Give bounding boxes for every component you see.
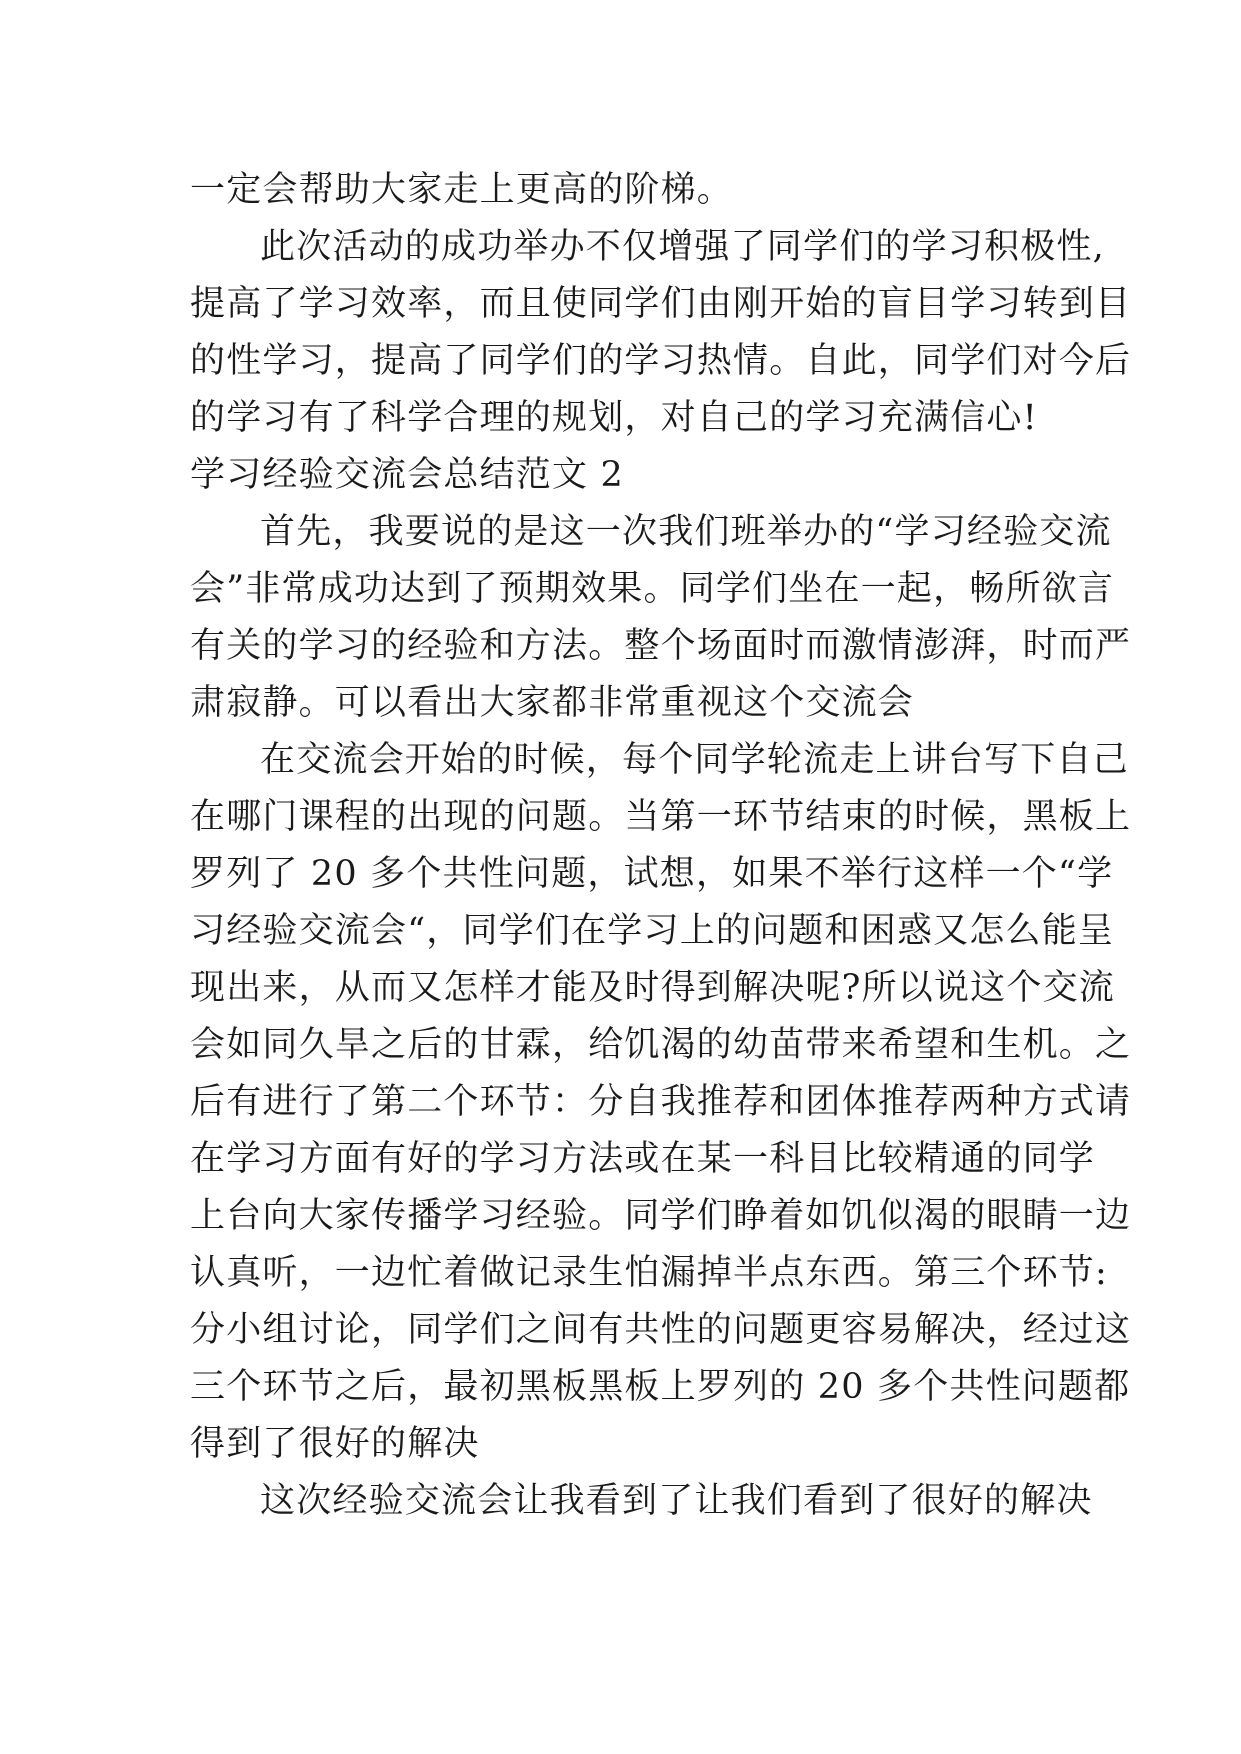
- text-line: 首先，我要说的是这一次我们班举办的“学习经验交流: [260, 512, 1112, 552]
- text-line: 的性学习，提高了同学们的学习热情。自此，同学们对今后: [190, 341, 1132, 381]
- text-line: 三个环节之后，最初黑板黑板上罗列的 20 多个共性问题都: [190, 1367, 1131, 1407]
- text-line: 得到了很好的解决: [190, 1424, 480, 1464]
- text-line: 分小组讨论，同学们之间有共性的问题更容易解决，经过这: [190, 1310, 1132, 1350]
- text-line: 会”非常成功达到了预期效果。同学们坐在一起，畅所欲言: [190, 569, 1115, 609]
- text-line: 上台向大家传播学习经验。同学们睁着如饥似渴的眼睛一边: [190, 1196, 1132, 1236]
- text-line: 的学习有了科学合理的规划，对自己的学习充满信心!: [190, 398, 1038, 438]
- text-line: 罗列了 20 多个共性问题，试想，如果不举行这样一个“学: [190, 854, 1114, 894]
- paragraph-2: [190, 219, 1132, 447]
- text-line: 习经验交流会“，同学们在学习上的问题和困惑又怎么能呈: [190, 911, 1115, 951]
- text-line: 此次活动的成功举办不仅增强了同学们的学习积极性,: [260, 227, 1105, 267]
- section-heading: [190, 447, 1060, 504]
- paragraph-3: [190, 504, 1132, 732]
- text-line: 一定会帮助大家走上更高的阶梯。: [190, 170, 734, 210]
- text-line: 在学习方面有好的学习方法或在某一科目比较精通的同学: [190, 1139, 1096, 1179]
- text-line: 会如同久旱之后的甘霖，给饥渴的幼苗带来希望和生机。之: [190, 1025, 1132, 1065]
- text-line: 肃寂静。可以看出大家都非常重视这个交流会: [190, 683, 915, 723]
- paragraph-1: [190, 162, 1060, 219]
- text-line: 后有进行了第二个环节：分自我推荐和团体推荐两种方式请: [190, 1082, 1132, 1122]
- section-heading-text: 学习经验交流会总结范文 2: [190, 455, 624, 495]
- paragraph-4: [190, 732, 1132, 1473]
- text-line: 现出来，从而又怎样才能及时得到解决呢?所以说这个交流: [190, 968, 1115, 1008]
- text-line: 提高了学习效率，而且使同学们由刚开始的盲目学习转到目: [190, 284, 1132, 324]
- document-body: [190, 162, 1132, 1530]
- text-line: 在哪门课程的出现的问题。当第一环节结束的时候，黑板上: [190, 797, 1132, 837]
- text-line: 在交流会开始的时候，每个同学轮流走上讲台写下自己: [260, 740, 1129, 780]
- paragraph-5: [190, 1473, 1093, 1530]
- text-line: 认真听，一边忙着做记录生怕漏掉半点东西。第三个环节:: [190, 1253, 1108, 1293]
- text-line: 有关的学习的经验和方法。整个场面时而激情澎湃，时而严: [190, 626, 1132, 666]
- text-line: 这次经验交流会让我看到了让我们看到了很好的解决: [260, 1481, 1093, 1521]
